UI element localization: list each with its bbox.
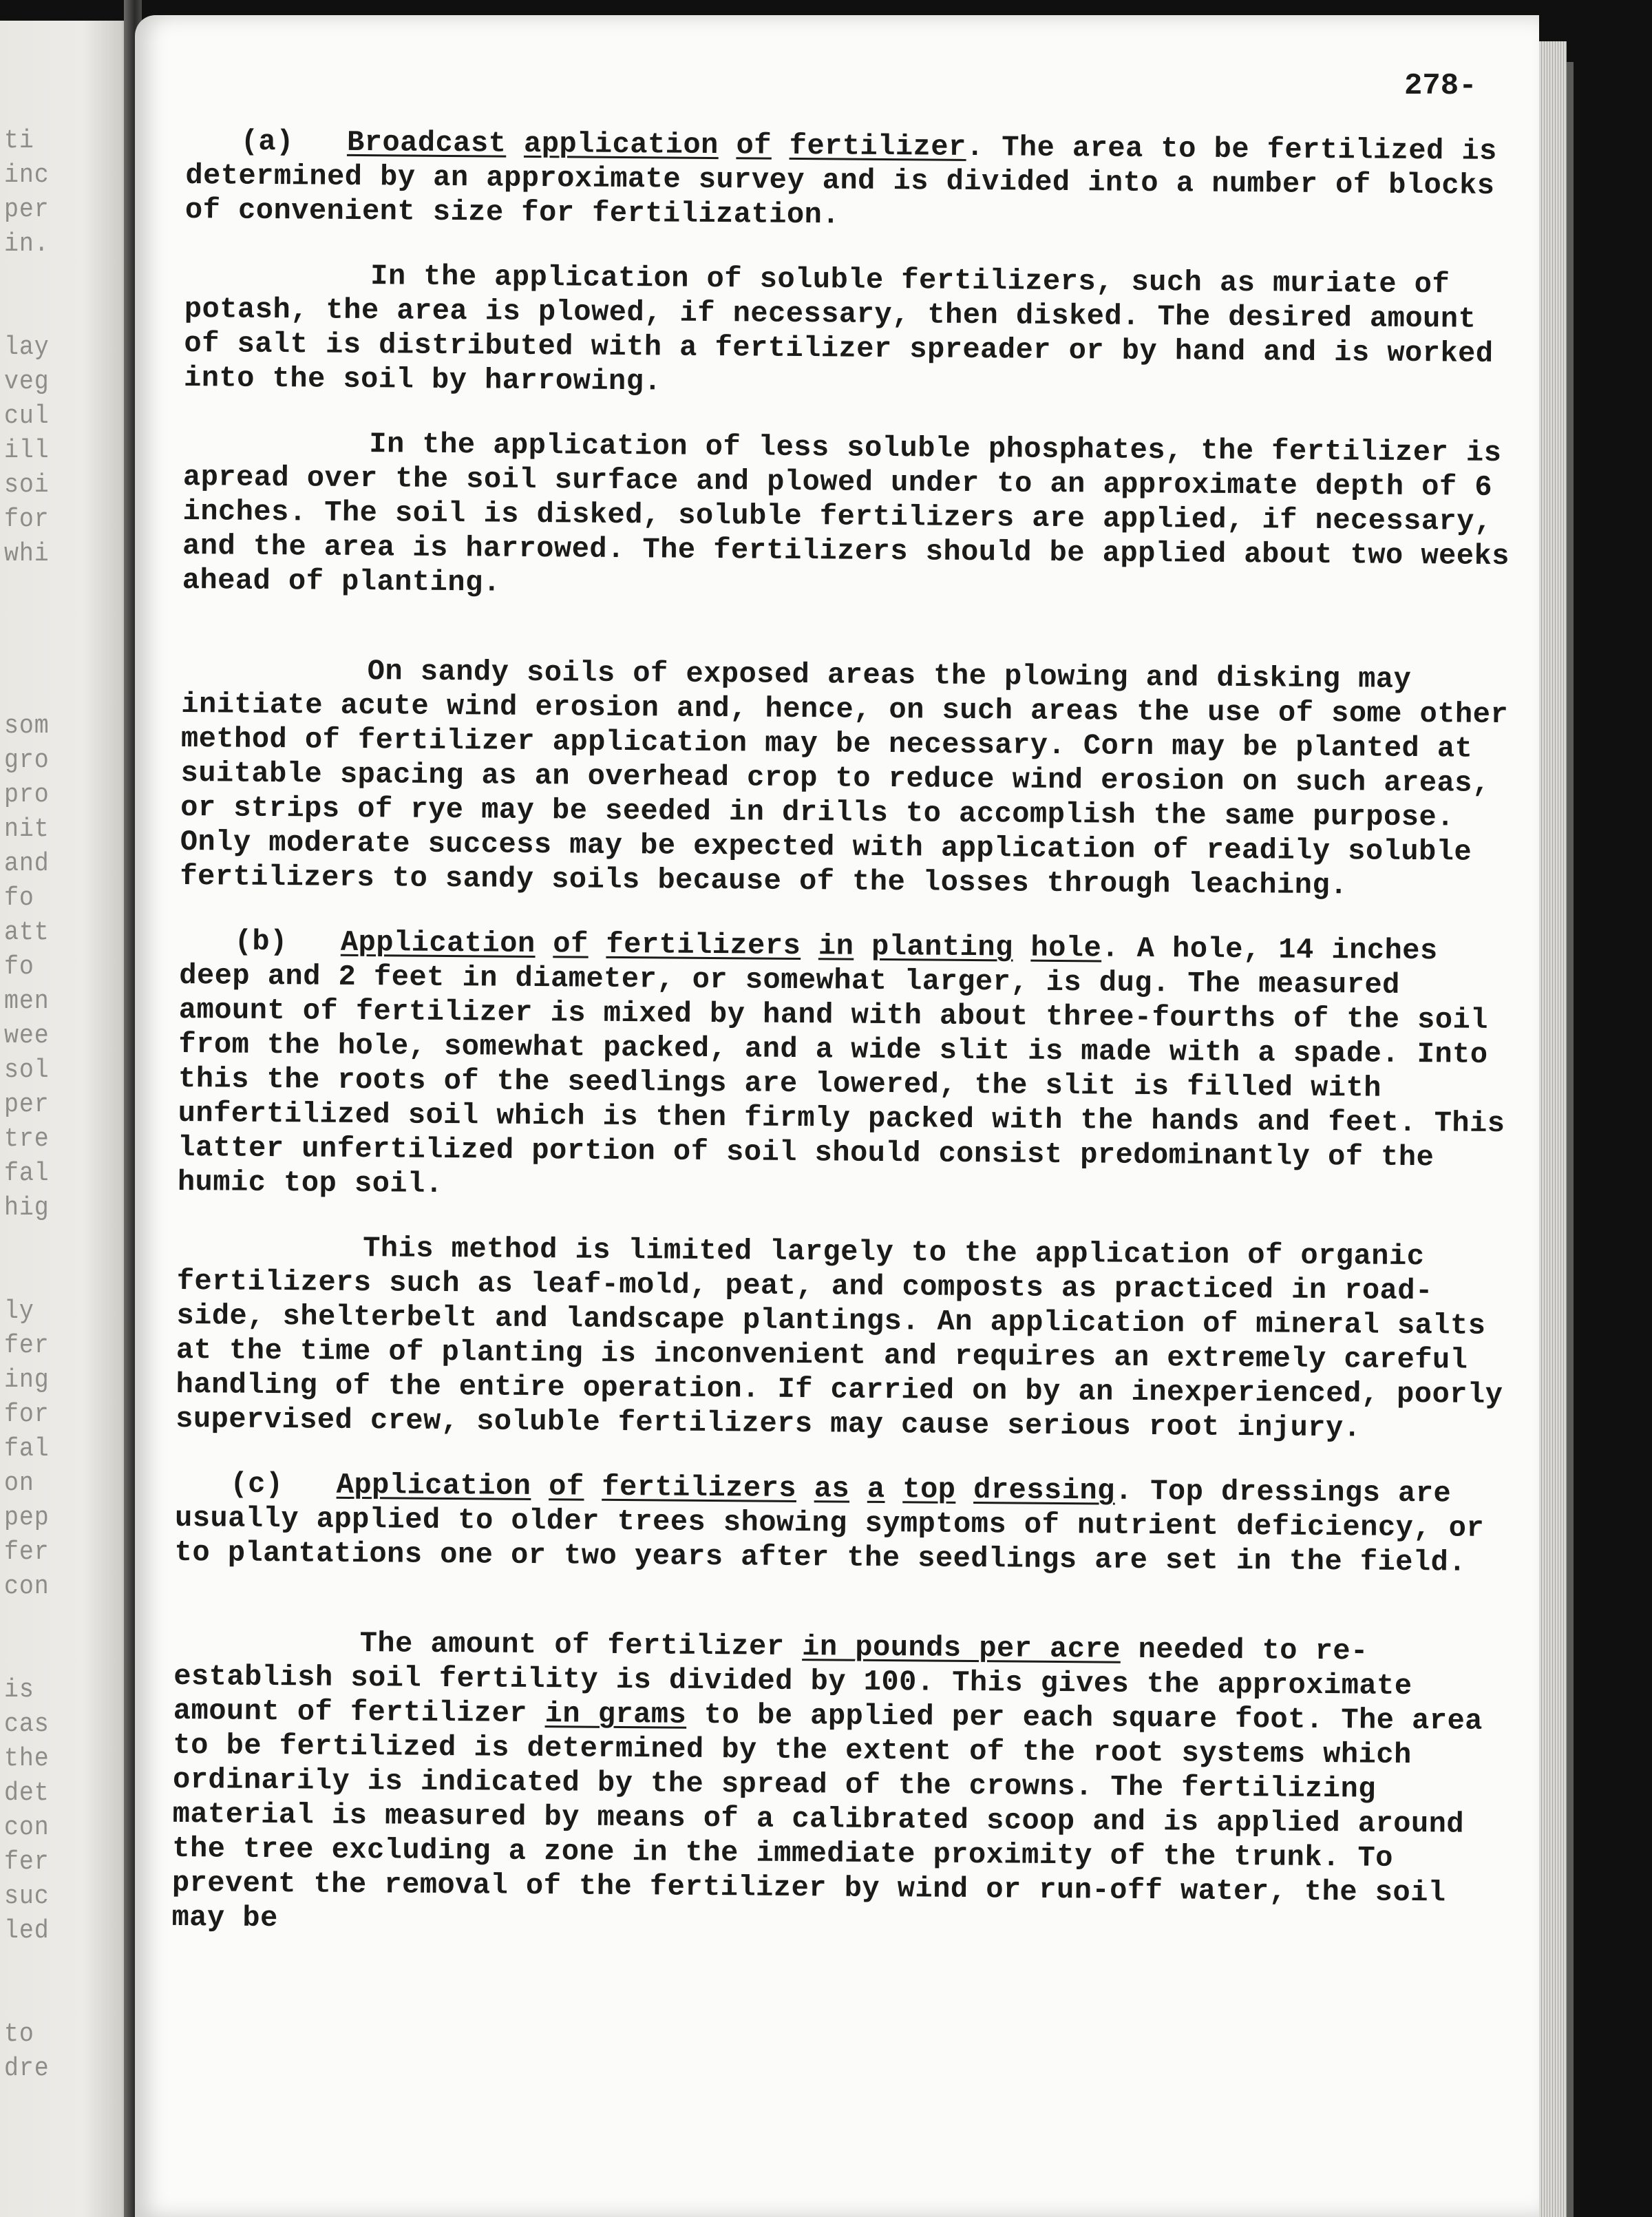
left-page-fragment: inc — [4, 160, 50, 190]
left-page-fragment: ti — [4, 126, 34, 156]
section-a-heading-word: application — [523, 127, 719, 162]
left-page-fragment: cas — [4, 1710, 50, 1739]
left-page-fragment: cul — [4, 401, 50, 431]
section-b-intro — [178, 924, 1522, 1210]
left-facing-page — [0, 21, 138, 2217]
section-a-prefix: (a) — [240, 125, 295, 159]
left-page-fragment: pep — [4, 1503, 50, 1533]
left-page-fragment: per — [4, 195, 50, 224]
section-a-paragraph: In the application of soluble fertilizers, such as muriate of potash, the area is plowed, if necessary, then disked. The desired amount of salt is distributed with a fertilizer spreader or by hand and is worked into the soil by harrowing. — [183, 260, 1494, 399]
left-page-fragment: soi — [4, 470, 50, 500]
section-a-intro — [185, 124, 1528, 238]
left-page-fragment: led — [4, 1916, 50, 1946]
left-page-fragment: con — [4, 1813, 50, 1842]
section-b-heading-word: fertilizers — [606, 927, 801, 963]
left-page-fragment: for — [4, 1400, 50, 1429]
left-page-fragment: fal — [4, 1159, 50, 1188]
section-a-heading-word: of — [736, 129, 772, 162]
left-page-fragment: lay — [4, 333, 50, 362]
section-b-heading-end: . — [1101, 932, 1120, 965]
left-page-fragment: is — [4, 1675, 34, 1705]
left-page-fragment: gro — [4, 746, 50, 775]
section-c-heading-word: a — [867, 1472, 885, 1506]
left-page-fragment: fer — [4, 1847, 50, 1877]
section-b-heading-word: Application — [340, 925, 536, 961]
section-c-text: to be applied per each square foot. The area to be fertilized is determined by the extent of the root systems which ordinarily is indicated by the spread of the crowns. The fertilizing material is measured by means of a calibrated scoop and is applied around the tree excluding a zone in the immediate proximity of the trunk. To prevent the removal of the fertilizer by wind or run-off water, the soil may be — [171, 1698, 1483, 1935]
left-page-fragment: sol — [4, 1055, 50, 1085]
page-body — [171, 124, 1528, 1945]
section-c-heading-word: as — [814, 1472, 850, 1506]
left-page-fragment: pro — [4, 780, 50, 810]
left-page-fragment: hig — [4, 1193, 50, 1223]
section-a-heading-rest: The area to be fertilized is determined by an approximate survey and is divided into a number of blocks of convenient size for fertilization. — [184, 131, 1498, 232]
left-page-fragment: per — [4, 1090, 50, 1120]
section-a-heading-end: . — [966, 130, 984, 165]
section-c-heading-word: Application — [336, 1468, 531, 1503]
section-a-paragraph: On sandy soils of exposed areas the plowing and disking may initiate acute wind erosion and, hence, on such areas the use of some other method of fertilizer application may be necessary. Corn may be planted at suitable spacing as an overhead crop to reduce wind erosion on such areas, or strips of rye may be seeded in drills to accomplish the same purpose. Only moderate success may be expected with application of readily soluble fertilizers to sandy soils because of the losses through leaching. — [180, 655, 1509, 903]
section-c-heading-end: . — [1114, 1474, 1133, 1508]
section-b-prefix: (b) — [234, 925, 288, 959]
section-b-paragraph: This method is limited largely to the application of organic fertilizers such as leaf-mold, peat, and composts as practiced in road-side, shelterbelt and landscape plantings. An application of mineral salts at the time of planting is inconvenient and requires an extremely careful handling of the entire operation. If carried on by an inexperienced, poorly supervised crew, soluble fertilizers may cause serious root injury. — [176, 1232, 1503, 1445]
section-c-heading-word: of — [549, 1470, 584, 1504]
section-c-heading-word: fertilizers — [602, 1470, 797, 1506]
section-c-text: The amount of fertilizer — [359, 1627, 803, 1664]
section-c-intro — [175, 1467, 1518, 1580]
left-page-fragment: fal — [4, 1434, 50, 1464]
page-stack-edge — [1539, 41, 1567, 2217]
left-page-fragment: tre — [4, 1124, 50, 1154]
section-b-heading-word: in — [818, 929, 854, 963]
section-b-heading-word: of — [553, 927, 589, 961]
left-page-fragment: dre — [4, 2054, 50, 2083]
page-number: 278- — [1404, 69, 1477, 103]
left-page-fragment: on — [4, 1469, 34, 1498]
section-c-prefix: (c) — [230, 1467, 284, 1502]
left-page-fragment: the — [4, 1744, 50, 1774]
left-page-fragment: fer — [4, 1331, 50, 1360]
left-page-fragment: ing — [4, 1365, 50, 1395]
left-page-fragment: nit — [4, 815, 50, 844]
section-c-heading-word: top — [902, 1473, 956, 1506]
left-page-fragment: att — [4, 918, 50, 947]
left-page-fragment: to — [4, 2019, 34, 2049]
left-page-fragment: fo — [4, 883, 34, 913]
left-page-fragment: som — [4, 711, 50, 741]
left-page-fragment: veg — [4, 367, 50, 397]
page-stack-shadow — [1567, 62, 1574, 2217]
section-c-paragraph — [171, 1625, 1516, 1945]
section-c-text: needed to re-establish soil fertility is divided by 100. This gives the approximate amount of fertilizer — [173, 1632, 1412, 1731]
left-page-fragment: det — [4, 1778, 50, 1808]
section-b-heading-word: hole — [1030, 931, 1102, 965]
section-c-heading-word: dressing — [973, 1473, 1116, 1508]
left-page-fragment: and — [4, 849, 50, 879]
left-page-fragment: for — [4, 505, 50, 534]
section-a-heading-word: Broadcast — [346, 125, 507, 160]
left-page-fragment: con — [4, 1572, 50, 1601]
left-page-fragment: men — [4, 987, 50, 1016]
left-page-fragment: fer — [4, 1537, 50, 1567]
left-page-fragment: suc — [4, 1882, 50, 1911]
left-page-fragment: fo — [4, 952, 34, 982]
section-c-underlined-text: in grams — [544, 1697, 687, 1732]
left-page-fragment: ill — [4, 436, 50, 465]
left-page-fragment: wee — [4, 1021, 50, 1051]
section-c-heading-rest: Top dressings are usually applied to older trees showing symptoms of nutrient deficiency, or to plantations one or two years after the seedlings are set in the field. — [174, 1474, 1485, 1579]
left-page-fragment: whi — [4, 539, 50, 569]
section-c-underlined-text: in pounds per acre — [802, 1630, 1121, 1666]
section-a-heading-word: fertilizer — [789, 129, 966, 164]
left-page-fragment: ly — [4, 1296, 34, 1326]
section-b-heading-rest: A hole, 14 inches deep and 2 feet in diameter, or somewhat larger, is dug. The measured amount of fertilizer is mixed by hand with about three-fourths of the soil from the hole, somewhat packed, and a wide slit is made with a spade. Into this the roots of the seedlings are lowered, the slit is filled with unfertilized soil which is then firmly packed with the hands and feet. This latter unfertilized portion of soil should consist predominantly of the humic top soil. — [177, 932, 1505, 1201]
section-b-heading-word: planting — [871, 929, 1013, 965]
left-page-fragment: in. — [4, 229, 50, 259]
section-a-paragraph: In the application of less soluble phosphates, the fertilizer is apread over the soil surface and plowed under to an approximate depth of 6 inches. The soil is disked, soluble fertilizers are applied, if necessary, and the area is harrowed. The fertilizers should be applied about two weeks ahead of planting. — [182, 428, 1510, 600]
